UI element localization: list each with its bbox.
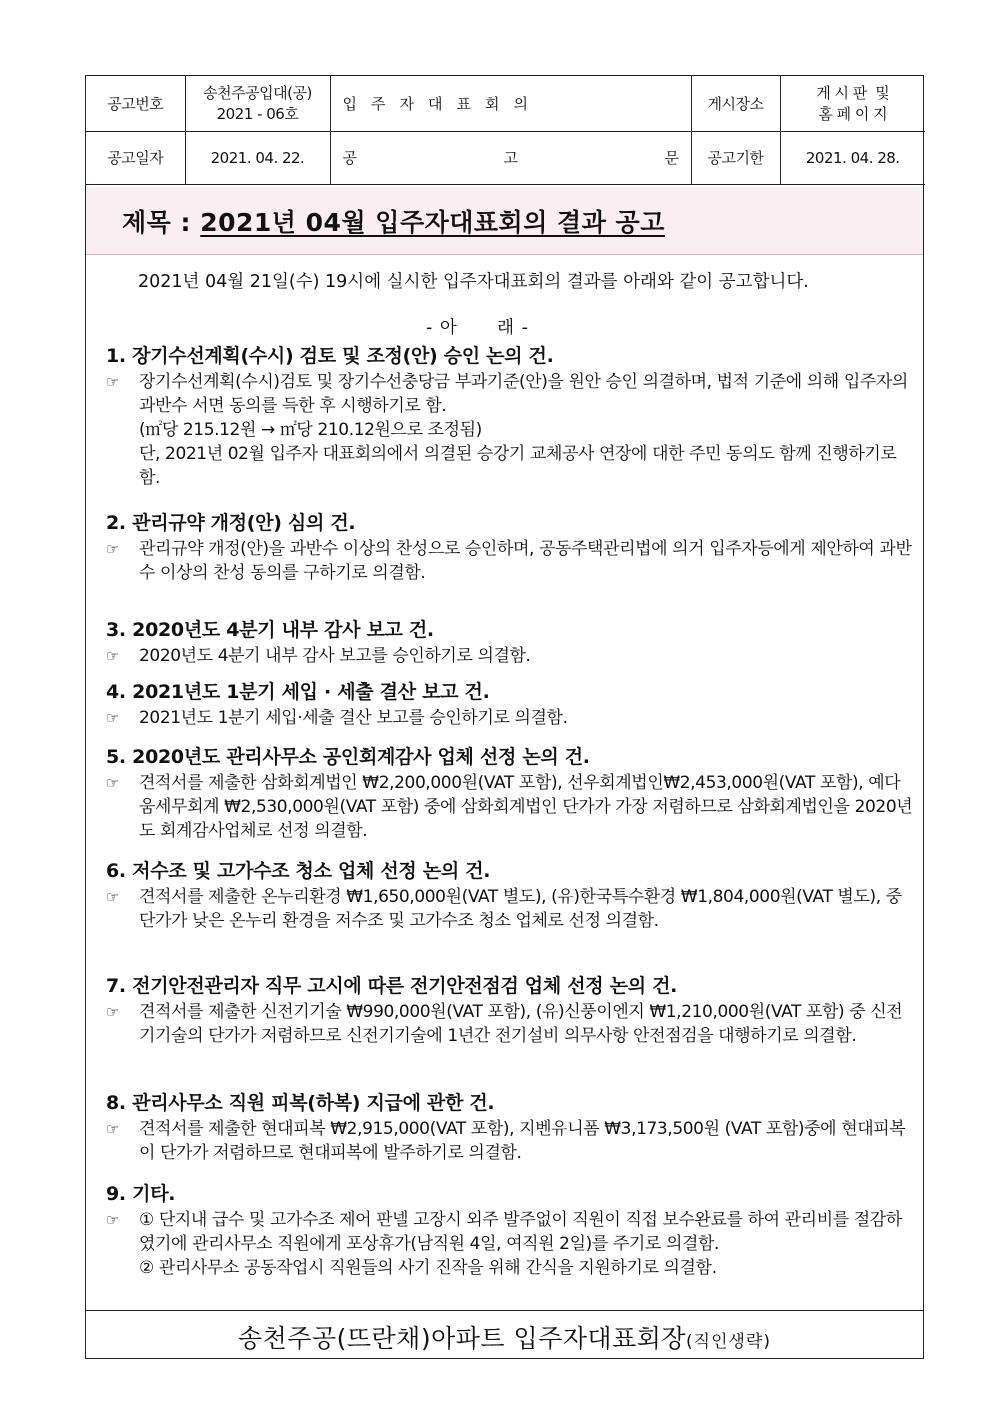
- notice-date-value: 2021. 04. 22.: [185, 131, 330, 184]
- agenda-line: 단, 2021년 02월 입주자 대표회의에서 의결된 승강기 교체공사 연장에 대한 주민 동의도 함께 진행하기로 함.: [139, 444, 897, 488]
- agenda-item-5: [106, 742, 913, 843]
- agenda-title: 8. 관리사무소 직원 피복(하복) 지급에 관한 건.: [106, 1092, 495, 1114]
- agenda-line: 견적서를 제출한 삼화회계법인 ₩2,200,000원(VAT 포함), 선우회계법인₩2,453,000원(VAT 포함), 예다움세무회계 ₩2,530,000원(VAT 포함) 중에 삼화회계법인 단가가 가장 저렴하므로 삼화회계법인을 2020년도 회계감사업체로 선정 의결함.: [139, 773, 913, 841]
- pointing-hand-icon: ☞: [106, 774, 120, 792]
- agenda-item-2: [106, 508, 913, 585]
- agenda-line: (㎡당 215.12원 → ㎡당 210.12원으로 조정됨): [139, 420, 482, 440]
- subject-title: 제목 : 2021년 04월 입주자대표회의 결과 공고: [122, 208, 665, 237]
- agenda-title: 2. 관리규약 개정(안) 심의 건.: [106, 512, 356, 534]
- agenda-line: 2020년도 4분기 내부 감사 보고를 승인하기로 의결함.: [139, 646, 531, 666]
- pointing-hand-icon: ☞: [106, 373, 120, 391]
- agenda-item-3: [106, 615, 913, 668]
- deadline-value: 2021. 04. 28.: [780, 131, 925, 184]
- agenda-line: 견적서를 제출한 신전기기술 ₩990,000원(VAT 포함), (유)신풍이엔지 ₩1,210,000원(VAT 포함) 중 신전기기술의 단가가 저렴하므로 신전기기술에 1년간 전기설비 의무사항 안전점검을 대행하기로 의결함.: [139, 1002, 903, 1046]
- posting-place-label: 게시장소: [691, 76, 780, 131]
- agenda-item-4: [106, 677, 913, 730]
- header-table: [86, 76, 925, 185]
- pointing-hand-icon: ☞: [106, 1120, 120, 1138]
- agenda-line: 장기수선계획(수시)검토 및 장기수선충당금 부과기준(안)을 원안 승인 의결하며, 법적 기준에 의해 입주자의 과반수 서면 동의를 득한 후 시행하기로 함.: [139, 372, 908, 416]
- pointing-hand-icon: ☞: [106, 1211, 120, 1229]
- notice-date-label: 공고일자: [86, 131, 185, 184]
- agenda-body: [106, 1117, 913, 1165]
- pointing-hand-icon: ☞: [106, 1003, 120, 1021]
- agenda-body: [106, 644, 913, 668]
- agenda-body: [106, 1000, 913, 1048]
- agenda-body: [106, 1208, 913, 1280]
- agenda-title: 7. 전기안전관리자 직무 고시에 따른 전기안전점검 업체 선정 논의 건.: [106, 975, 678, 997]
- agenda-item-1: [106, 341, 913, 490]
- pointing-hand-icon: ☞: [106, 709, 120, 727]
- agenda-title: 5. 2020년도 관리사무소 공인회계감사 업체 선정 논의 건.: [106, 746, 590, 768]
- agenda-item-9: [106, 1179, 913, 1280]
- signature-line: [86, 1310, 923, 1358]
- agenda-line: 견적서를 제출한 현대피복 ₩2,915,000(VAT 포함), 지벤유니폼 ₩3,173,500원 (VAT 포함)중에 현대피복이 단가가 저렴하므로 현대피복에 발주하기로 의결함.: [139, 1119, 906, 1163]
- agenda-title: 9. 기타.: [106, 1183, 176, 1205]
- agenda-line: 견적서를 제출한 온누리환경 ₩1,650,000원(VAT 별도), (유)한국특수환경 ₩1,804,000원(VAT 별도), 중 단가가 낮은 온누리 환경을 저수조 및 고가수조 청소 업체로 선정 의결함.: [139, 887, 902, 931]
- agenda-body: [106, 885, 913, 933]
- agenda-item-8: [106, 1088, 913, 1165]
- document-title: 입주자대표회의: [330, 76, 691, 131]
- notice-number-value: 송천주공입대(공) 2021 - 06호: [185, 76, 330, 131]
- intro-paragraph: 2021년 04월 21일(수) 19시에 실시한 입주자대표회의 결과를 아래와 같이 공고합니다.: [138, 272, 809, 292]
- notice-number-label: 공고번호: [86, 76, 185, 131]
- agenda-line: ② 관리사무소 공동작업시 직원들의 사기 진작을 위해 간식을 지원하기로 의결함.: [139, 1258, 717, 1278]
- agenda-title: 3. 2020년도 4분기 내부 감사 보고 건.: [106, 619, 434, 641]
- agenda-line: 관리규약 개정(안)을 과반수 이상의 찬성으로 승인하며, 공동주택관리법에 의거 입주자등에게 제안하여 과반수 이상의 찬성 동의를 구하기로 의결함.: [139, 539, 912, 583]
- agenda-body: [106, 537, 913, 585]
- agenda-title: 6. 저수조 및 고가수조 청소 업체 선정 논의 건.: [106, 860, 491, 882]
- document-title-2: 공 고 문: [330, 131, 691, 184]
- posting-place-value: 게 시 판 및 홈 페 이 지: [780, 76, 925, 131]
- signer-name: 송천주공(뜨란채)아파트 입주자대표회장: [238, 1324, 687, 1353]
- notice-frame: [85, 75, 924, 1359]
- subject-banner: [86, 187, 923, 255]
- agenda-title: 4. 2021년도 1분기 세입 · 세출 결산 보고 건.: [106, 681, 490, 703]
- deadline-label: 공고기한: [691, 131, 780, 184]
- agenda-item-7: [106, 971, 913, 1048]
- agenda-line: ① 단지내 급수 및 고가수조 제어 판넬 고장시 외주 발주없이 직원이 직접 보수완료를 하여 관리비를 절감하였기에 관리사무소 직원에게 포상휴가(남직원 4일, 여직원 2일)를 주기로 의결함.: [139, 1210, 902, 1254]
- agenda-title: 1. 장기수선계획(수시) 검토 및 조정(안) 승인 논의 건.: [106, 345, 554, 367]
- agenda-body: [106, 370, 913, 490]
- agenda-item-6: [106, 856, 913, 933]
- below-mark: - 아 래 -: [426, 318, 529, 338]
- pointing-hand-icon: ☞: [106, 888, 120, 906]
- seal-omitted: (직인생략): [686, 1332, 771, 1352]
- agenda-body: [106, 771, 913, 843]
- pointing-hand-icon: ☞: [106, 647, 120, 665]
- pointing-hand-icon: ☞: [106, 540, 120, 558]
- agenda-body: [106, 706, 913, 730]
- agenda-line: 2021년도 1분기 세입·세출 결산 보고를 승인하기로 의결함.: [139, 708, 568, 728]
